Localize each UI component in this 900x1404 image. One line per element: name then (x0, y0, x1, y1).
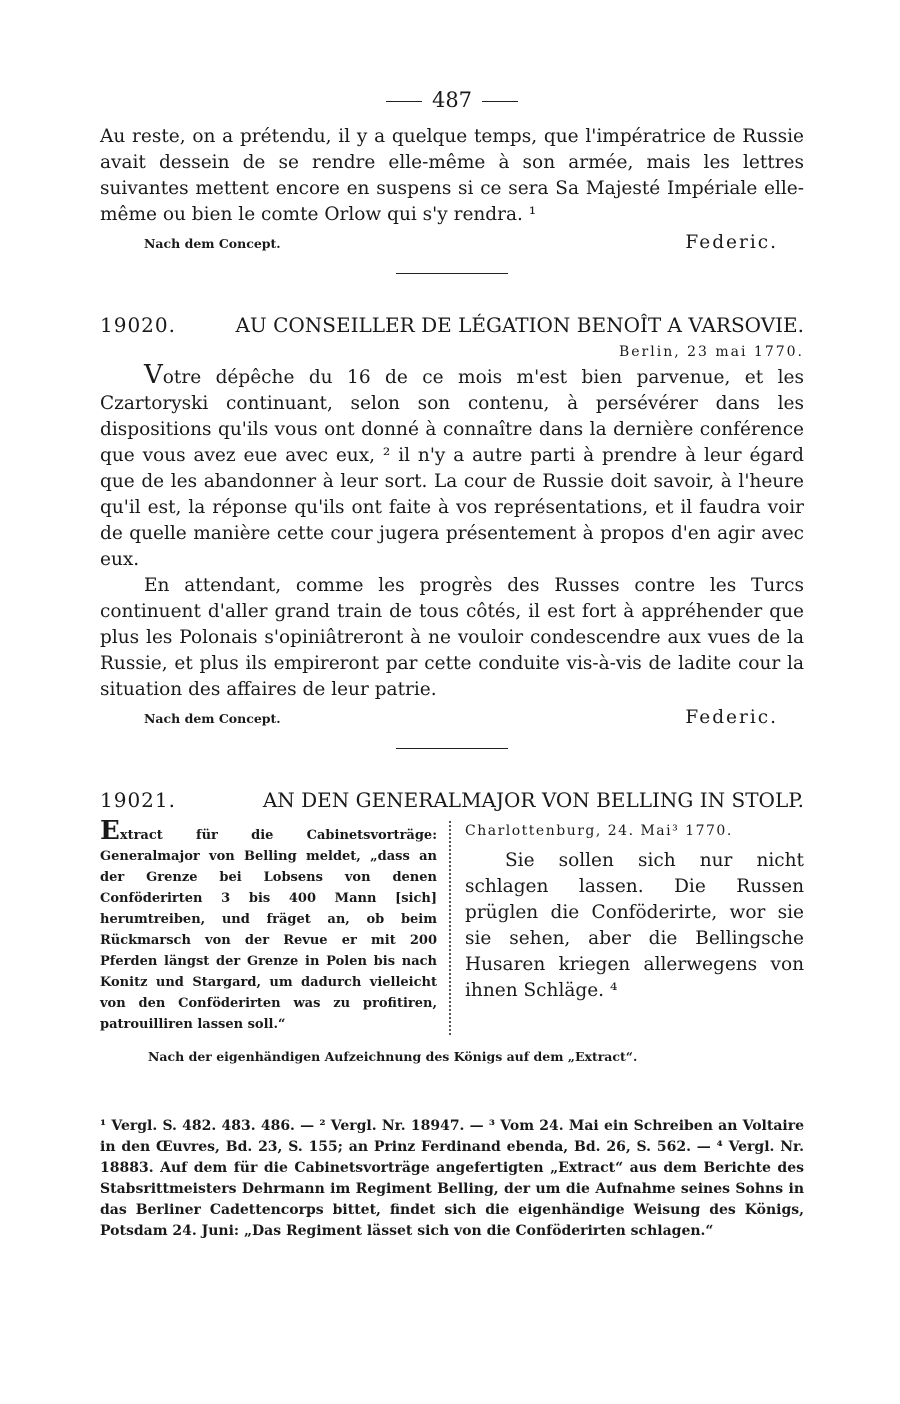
letter-19020-signature-row (100, 707, 804, 728)
letter-19020-paragraph-1 (100, 362, 804, 573)
page-number-dash-right (482, 101, 518, 102)
section-divider-1 (396, 273, 508, 274)
letter-19021-number: 19021. (100, 788, 176, 812)
letter-19020-dropcap: V (144, 360, 163, 390)
letter-19020-dateline: Berlin, 23 mai 1770. (618, 344, 804, 360)
reply-column (465, 821, 804, 1035)
letter-19020-paragraph-1-text: otre dépêche du 16 de ce mois m'est bien parvenue, et les Czartoryski continuant, selon son contenu, à persévérer dans les dispositions qu'ils vous ont donné à connaître dans la dernière conférence que vous avez eue avec eux, ² il n'y a autre parti à prendre à leur égard que de les abandonner à leur sort. La cour de Russie doit savoir, à l'heure qu'il est, la réponse qu'ils ont faite à vos représentations, et il faudra voir de quelle manière cette cour jugera présentement à propos d'en agir avec eux. (100, 367, 804, 570)
letter-19021-title: AN DEN GENERALMAJOR VON BELLING IN STOLP. (262, 788, 804, 812)
section-divider-2 (396, 748, 508, 749)
intro-paragraph: Au reste, on a prétendu, il y a quelque temps, que l'impératrice de Russie avait dessein de se rendre elle-même à son armée, mais les lettres suivantes mettent encore en suspens si ce sera Sa Majesté Impériale elle-même ou bien le comte Orlow qui s'y rendra. ¹ (100, 126, 804, 225)
letter-19021-body: Sie sollen sich nur nicht schlagen lassen. Die Russen prüglen die Conföderirte, wor sie sie sehen, aber die Bellingsche Husaren kriegen allerwegens von ihnen Schläge. ⁴ (465, 850, 804, 1001)
intro-signature: Federic. (685, 232, 778, 253)
extract-dropcap: E (100, 816, 120, 846)
page-number: 487 (431, 88, 473, 112)
letter-19021-dateline: Charlottenburg, 24. Mai³ 1770. (465, 823, 733, 839)
page-number-dash-left (386, 101, 422, 102)
extract-column (100, 816, 451, 1035)
document-page (100, 86, 804, 1242)
extract-text: xtract für die Cabinetsvorträge: Generalmajor von Belling meldet, „dass an der Grenze bei Lobsens von denen Conföderirten 3 bis 400 Mann [sich] herumtreiben, und fräget an, ob beim Rückmarsch von der Revue er mit 200 Pferden längst der Grenze in Polen bis nach Konitz und Stargard, um dadurch vielleicht von den Conföderirten was zu profitiren, patrouilliren lassen soll.“ (100, 828, 437, 1032)
letter-19020-paragraph-2: En attendant, comme les progrès des Russes contre les Turcs continuent d'aller grand train de tous côtés, il est fort à appréhender que plus les Polonais s'opiniâtreront à ne vouloir condescendre aux vues de la Russie, et plus ils empireront par cette conduite vis-à-vis de ladite cour la situation des affaires de leur patrie. (100, 575, 804, 700)
letter-19020-number: 19020. (100, 313, 176, 337)
letter-19021-heading (100, 787, 804, 813)
letter-19020-source-note: Nach dem Concept. (144, 711, 281, 726)
letter-19020-signature: Federic. (685, 707, 778, 728)
intro-signature-row (100, 232, 804, 253)
letter-19021-source-note: Nach der eigenhändigen Aufzeichnung des Königs auf dem „Extract“. (148, 1049, 638, 1064)
letter-19021-columns (100, 816, 804, 1035)
intro-source-note: Nach dem Concept. (144, 236, 281, 251)
letter-19020-title: AU CONSEILLER DE LÉGATION BENOÎT A VARSOVIE. (235, 313, 804, 337)
page-number-row (100, 86, 804, 114)
footnotes: ¹ Vergl. S. 482. 483. 486. — ² Vergl. Nr. 18947. — ³ Vom 24. Mai ein Schreiben an Voltaire in den Œuvres, Bd. 23, S. 155; an Prinz Ferdinand ebenda, Bd. 26, S. 562. — ⁴ Vergl. Nr. 18883. Auf dem für die Cabinetsvorträge angefertigten „Extract“ aus dem Berichte des Stabsrittmeisters Dehrmann im Regiment Belling, der um die Aufnahme seines Sohns in das Berliner Cadettencorps bittet, findet sich die eigenhändige Weisung des Königs, Potsdam 24. Juni: „Das Regiment lässet sich von die Conföderirten schlagen.“ (100, 1118, 804, 1239)
letter-19020-heading (100, 312, 804, 338)
